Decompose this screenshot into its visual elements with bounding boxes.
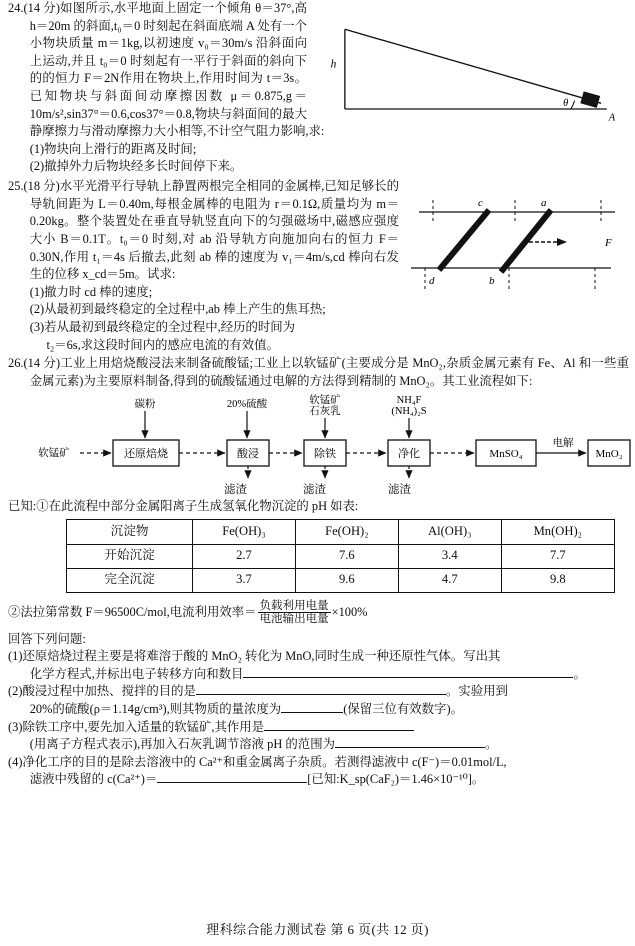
table-header-cell: Al(OH)₃ bbox=[398, 520, 501, 545]
table-cell: 3.7 bbox=[193, 568, 296, 592]
rail-label-b: b bbox=[489, 275, 495, 288]
process-flowchart bbox=[18, 394, 633, 480]
table-cell: 3.4 bbox=[398, 544, 501, 568]
table-row-label: 完全沉淀 bbox=[67, 568, 193, 592]
parallel-rails-diagram bbox=[405, 180, 627, 292]
flow-box-1-label: 还原焙烧 bbox=[124, 448, 168, 461]
answer-blank-3a[interactable] bbox=[264, 730, 414, 731]
table-header-cell: Fe(OH)₂ bbox=[295, 520, 398, 545]
q26-sub-2 bbox=[8, 683, 629, 701]
q26-sub-1-text: (1)还原焙烧过程主要是将难溶于酸的 MnO₂ 转化为 MnO,同时生成一种还原性气体。写出其 bbox=[8, 649, 501, 664]
table-row-label: 开始沉淀 bbox=[67, 544, 193, 568]
table-header-cell: 沉淀物 bbox=[67, 520, 193, 545]
faraday-suffix: ×100% bbox=[331, 604, 368, 619]
q26-sub-2-tail2: (保留三位有效数字)。 bbox=[343, 701, 463, 716]
table-cell: 9.6 bbox=[295, 568, 398, 592]
q24-text: 如图所示,水平地面上固定一个倾角 θ＝37°,高 h＝20m 的斜面,t₀＝0 时刻起在斜面底端 A 处有一个小物块质量 m＝1kg,以初速度 v₀＝30m/s 沿斜面向上运动,并且 t₀＝0 时刻起有一平行于斜面的斜向下的的恒力 F＝2N作用在物块上,作用时间为 t＝3s。已知物块与斜面间动摩擦因数 μ＝0.875,g＝10m/s²,sin37°＝0.6,cos37°＝0.8,物块与斜面间的最大静摩擦力与滑动摩擦力大小相等,不计空气阻力影响,求: bbox=[29, 1, 325, 139]
q26-text: 工业上用焙烧酸浸法来制备硫酸锰;工业上以软锰矿(主要成分是 MnO₂,杂质金属元素有 Fe、Al 和一些重金属元素)为主要原料制备,得到的硫酸锰通过电解的方法得到精制的 MnO₂。其工业流程如下: bbox=[29, 356, 629, 388]
question-26 bbox=[0, 355, 635, 789]
flow-electrolysis-label: 电解 bbox=[552, 438, 574, 450]
table-cell: 7.6 bbox=[295, 544, 398, 568]
table-row bbox=[67, 568, 615, 592]
q26-sub-1-text2: 化学方程式,并标出电子转移方向和数目 bbox=[29, 666, 244, 681]
answer-blank-2a[interactable] bbox=[196, 694, 446, 695]
q26-sub-2-tail: 。实验用到 bbox=[445, 684, 508, 699]
incline-A-label: A bbox=[608, 112, 616, 124]
table-header-cell: Mn(OH)₂ bbox=[501, 520, 614, 545]
page-footer: 理科综合能力测试卷 第 6 页(共 12 页) bbox=[206, 922, 429, 937]
q26-sub-4-text2: 滤液中残留的 c(Ca²⁺)＝ bbox=[29, 772, 158, 787]
ph-table-container bbox=[8, 519, 629, 593]
q25-sub-2: (2)从最初到最终稳定的全过程中,ab 棒上产生的焦耳热; bbox=[29, 302, 326, 317]
q26-sub-4-text: (4)净化工序的目的是除去溶液中的 Ca²⁺和重金属离子杂质。若测得滤液中 c(F⁻)＝0.01mol/L, bbox=[8, 754, 507, 769]
table-cell: 9.8 bbox=[501, 568, 614, 592]
q26-sub-3-text: (3)除铁工序中,要先加入适量的软锰矿,其作用是 bbox=[8, 719, 265, 734]
q25-sub-1: (1)撤力时 cd 棒的速度; bbox=[29, 284, 153, 299]
q24-figure-container bbox=[311, 2, 629, 124]
rail-label-d: d bbox=[429, 275, 435, 288]
q26-sub-2-text: (2)酸浸过程中加热、搅拌的目的是 bbox=[8, 684, 196, 699]
q24-sub-1: (1)物块向上滑行的距离及时间; bbox=[29, 141, 197, 156]
q26-sub-3-tail: 。 bbox=[484, 737, 498, 752]
flow-waste-2-label: 滤渣 bbox=[303, 484, 326, 497]
q26-sub-3 bbox=[8, 719, 629, 737]
inclined-plane-diagram bbox=[315, 16, 631, 128]
q26-sub-2-text2: 20%的硫酸(ρ＝1.14g/cm³),则其物质的量浓度为 bbox=[29, 701, 282, 716]
q24-sub-2: (2)撤掉外力后物块经多长时间停下来。 bbox=[29, 159, 243, 174]
table-cell: 4.7 bbox=[398, 568, 501, 592]
q26-known-intro: 已知:①在此流程中部分金属阳离子生成氢氧化物沉淀的 pH 如表: bbox=[8, 499, 359, 514]
q25-sub-3: (3)若从最初到最终稳定的全过程中,经历的时间为 bbox=[29, 319, 296, 334]
q25-figure-container bbox=[405, 180, 627, 292]
q26-score: (14 分) bbox=[23, 356, 61, 371]
answer-blank-4[interactable] bbox=[157, 782, 307, 783]
q25-text: 水平光滑平行导轨上静置两根完全相同的金属棒,已知足够长的导轨间距为 L＝0.40m,每根金属棒的电阻为 r＝0.1Ω,质量均为 m＝0.20kg。整个装置处在垂直导轨竖直向下的匀强磁场中,磁感应强度大小 B＝0.1T。t₀＝0 时刻,对 ab 沿导轨方向施加向右的恒力 F＝0.30N,作用 t₁＝4s 后撤去,此刻 ab 棒的速度为 v₁＝4m/s,cd 棒向右发生的位移 x_cd＝5m。试求: bbox=[29, 179, 399, 282]
fraction-numerator: 负载利用电量 bbox=[259, 599, 329, 612]
q24-number: 24. bbox=[8, 1, 24, 15]
q26-sub-3-text2: (用离子方程式表示),再加入石灰乳调节溶液 pH 的范围为 bbox=[29, 737, 335, 752]
answer-blank-3b[interactable] bbox=[335, 747, 485, 748]
table-header-row bbox=[67, 520, 615, 545]
q26-answer-intro: 回答下列问题: bbox=[8, 631, 86, 646]
incline-h-label: h bbox=[330, 58, 337, 71]
answer-blank-2b[interactable] bbox=[281, 712, 343, 713]
faraday-prefix: ②法拉第常数 F＝96500C/mol,电流利用效率＝ bbox=[8, 604, 257, 619]
flow-reagent-3b-label: 石灰乳 bbox=[309, 406, 341, 418]
flow-box-2-label: 酸浸 bbox=[237, 448, 259, 461]
flow-waste-1-label: 滤渣 bbox=[224, 484, 247, 497]
table-header-cell: Fe(OH)₃ bbox=[193, 520, 296, 545]
q26-sub-4-cont bbox=[8, 771, 629, 789]
q26-sub-4 bbox=[8, 754, 629, 772]
flow-waste-3-label: 滤渣 bbox=[388, 484, 411, 497]
q26-sub-3-cont bbox=[8, 736, 629, 754]
process-flowchart-container bbox=[8, 394, 629, 480]
q26-sub-1 bbox=[8, 648, 629, 666]
q26-faraday-line bbox=[8, 600, 629, 626]
q25-score: (18 分) bbox=[23, 179, 60, 194]
q24-score: (14 分) bbox=[23, 1, 60, 15]
q26-body bbox=[8, 355, 629, 390]
table-cell: 7.7 bbox=[501, 544, 614, 568]
flow-reagent-2-label: 20%硫酸 bbox=[226, 399, 268, 411]
rail-label-F: F bbox=[605, 237, 612, 250]
flow-reagent-3a-label: 软锰矿 bbox=[309, 395, 341, 407]
flow-box-4-label: 净化 bbox=[398, 448, 420, 461]
flow-reagent-4b-label: (NH₄)₂S bbox=[391, 406, 427, 418]
rail-label-a: a bbox=[541, 197, 547, 210]
q26-sub-2-cont bbox=[8, 701, 629, 719]
q26-sub-4-tail: [已知:K_sp(CaF₂)＝1.46×10⁻¹⁰]。 bbox=[307, 772, 485, 787]
table-cell: 2.7 bbox=[193, 544, 296, 568]
flow-box-6-label: MnO₂ bbox=[595, 448, 623, 461]
flow-reagent-1-label: 碳粉 bbox=[134, 399, 156, 411]
q25-number: 25. bbox=[8, 179, 24, 194]
rail-label-c: c bbox=[478, 197, 483, 210]
flow-reagent-4a-label: NH₄F bbox=[396, 395, 422, 407]
question-25 bbox=[0, 178, 635, 354]
ph-precipitation-table bbox=[66, 519, 615, 593]
current-efficiency-fraction bbox=[258, 600, 331, 626]
flow-box-5-label: MnSO₄ bbox=[489, 448, 523, 461]
question-24 bbox=[0, 0, 635, 176]
flow-input-label: 软锰矿 bbox=[38, 448, 70, 460]
q26-sub-1-cont: 化学方程式,并标出电子转移方向和数目 。 bbox=[29, 666, 586, 681]
fraction-denominator: 电池输出电量 bbox=[259, 613, 329, 626]
q26-number: 26. bbox=[8, 356, 24, 371]
incline-theta-label: θ bbox=[563, 98, 569, 110]
table-row bbox=[67, 544, 615, 568]
flow-box-3-label: 除铁 bbox=[314, 448, 336, 461]
q25-sub-3-cont: t₂＝6s,求这段时间内的感应电流的有效值。 bbox=[46, 337, 279, 352]
answer-blank-1[interactable] bbox=[243, 677, 573, 678]
flow-waste-labels bbox=[8, 482, 629, 497]
